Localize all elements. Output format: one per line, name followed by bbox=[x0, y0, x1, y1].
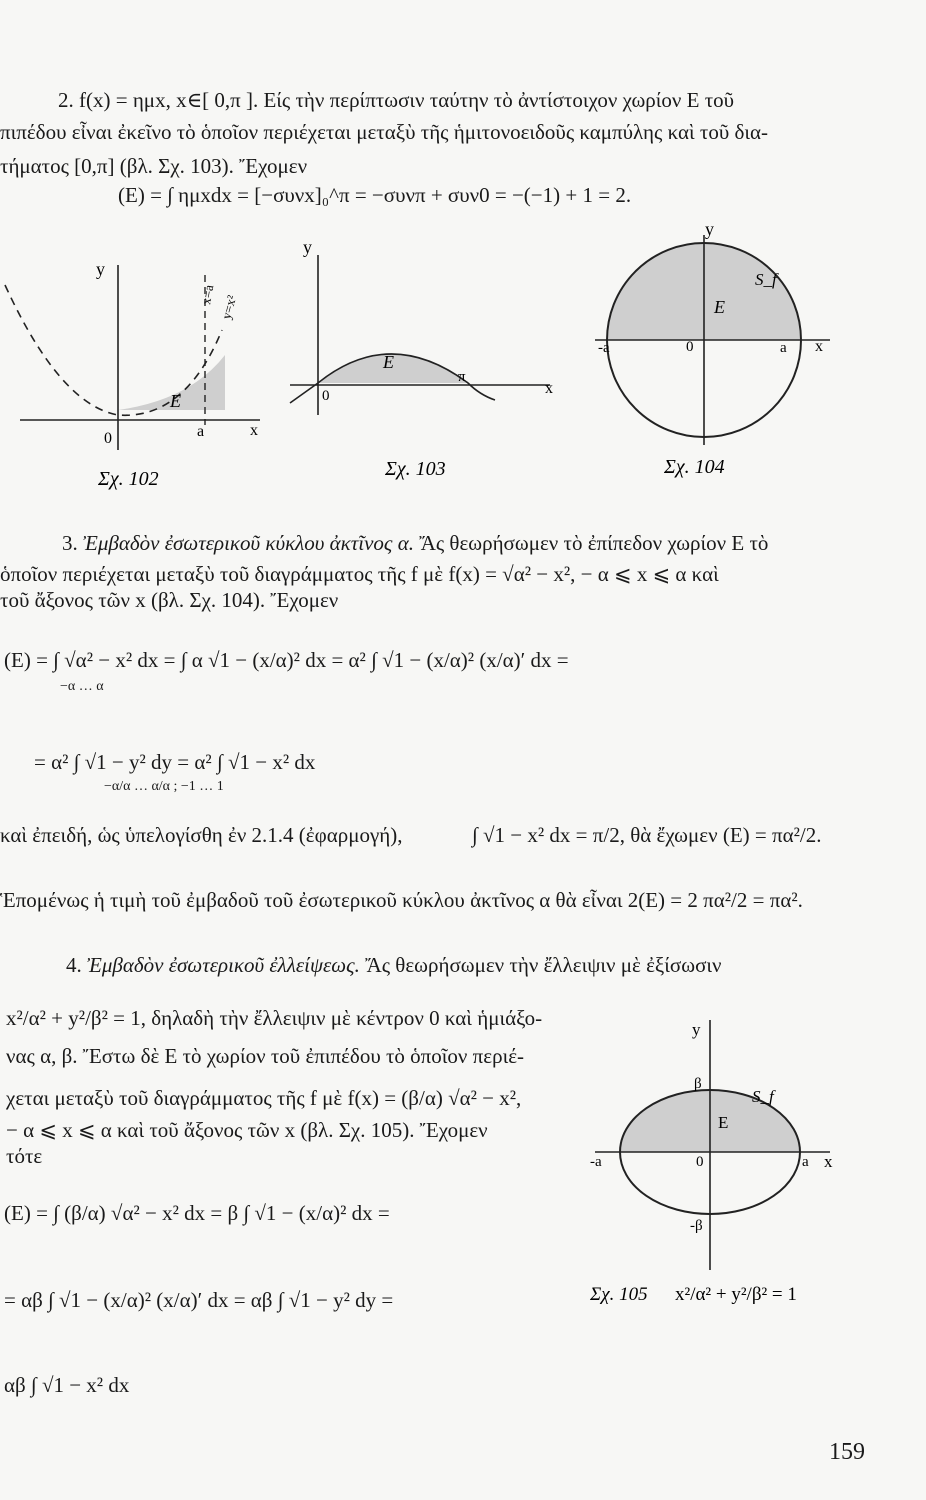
s4-line4: χεται μεταξὺ τοῦ διαγράμματος τῆς f μὲ f(x) = (β/α) √α² − x², bbox=[6, 1086, 522, 1110]
s3-heading bbox=[62, 533, 768, 554]
s3-eq1: (E) = ∫ √α² − x² dx = ∫ α √1 − (x/α)² dx = α² ∫ √1 − (x/α)² (x/α)′ dx = bbox=[4, 648, 569, 672]
s2-line3: τήματος [0,π] (βλ. Σχ. 103). Ἔχομεν bbox=[0, 154, 308, 178]
fig105-neg-a-label: -a bbox=[590, 1154, 602, 1170]
s2-equation: (E) = ∫ ημxdx = [−συνx]₀^π = −συνπ + συν0 = −(−1) + 1 = 2. bbox=[118, 183, 632, 207]
s3-since-line: καὶ ἐπειδή, ὡς ὑπελογίσθη ἐν 2.1.4 (ἐφαρμογή), bbox=[0, 823, 403, 847]
fig104-a-label: a bbox=[780, 340, 787, 356]
s4-line6: τότε bbox=[6, 1144, 43, 1168]
s4-line5: − α ⩽ x ⩽ α καὶ τοῦ ἄξονος τῶν x (βλ. Σχ. 105). Ἔχομεν bbox=[6, 1118, 488, 1142]
fig102-line-label: x=a bbox=[198, 283, 217, 306]
fig105-b-label: β bbox=[694, 1076, 702, 1092]
s4-line2: x²/α² + y²/β² = 1, δηλαδὴ τὴν ἔλλειψιν μὲ κέντρον 0 καὶ ἡμιάξο- bbox=[6, 1006, 543, 1030]
figure-102 bbox=[5, 259, 260, 490]
figure-103 bbox=[290, 237, 553, 480]
s4-eq1: (E) = ∫ (β/α) √α² − x² dx = β ∫ √1 − (x/α)² dx = bbox=[4, 1201, 390, 1225]
fig105-y-label: y bbox=[692, 1020, 701, 1039]
fig102-area-label: E bbox=[170, 391, 181, 411]
fig103-area-label: E bbox=[383, 352, 394, 372]
fig104-sf-label: S_f bbox=[755, 270, 777, 289]
fig103-x-label: x bbox=[545, 380, 553, 397]
s4-eq2: = αβ ∫ √1 − (x/α)² (x/α)′ dx = αβ ∫ √1 − y² dy = bbox=[4, 1288, 394, 1312]
fig102-caption: Σχ. 102 bbox=[98, 468, 159, 490]
s4-line1-rest: Ἄς θεωρήσωμεν τὴν ἔλλειψιν μὲ ἐξίσωσιν bbox=[365, 953, 722, 977]
s3-eq1-limits: −α … α bbox=[60, 679, 104, 694]
s4-heading-title: Ἐμβαδὸν ἐσωτερικοῦ ἐλλείψεως. bbox=[87, 953, 360, 977]
fig102-a-label: a bbox=[197, 423, 205, 440]
fig102-origin: 0 bbox=[104, 430, 112, 447]
fig105-caption: Σχ. 105 bbox=[590, 1284, 648, 1305]
fig103-y-label: y bbox=[303, 237, 312, 257]
fig104-x-label: x bbox=[815, 338, 823, 355]
fig105-area-label: E bbox=[718, 1113, 729, 1132]
fig103-caption: Σχ. 103 bbox=[385, 458, 446, 480]
fig104-caption: Σχ. 104 bbox=[664, 456, 725, 478]
s3-line3: τοῦ ἄξονος τῶν x (βλ. Σχ. 104). Ἔχομεν bbox=[0, 588, 339, 612]
s4-heading-number: 4. bbox=[66, 953, 82, 977]
fig104-neg-a-label: -a bbox=[598, 340, 610, 356]
figures-row bbox=[0, 219, 926, 500]
fig102-curve-label: y=x² bbox=[218, 293, 240, 321]
s3-eq2: = α² ∫ √1 − y² dy = α² ∫ √1 − x² dx bbox=[34, 750, 316, 774]
fig104-area-label: E bbox=[714, 297, 725, 317]
fig105-sf-label: S_f bbox=[752, 1087, 774, 1106]
fig105-equation: x²/α² + y²/β² = 1 bbox=[675, 1284, 797, 1305]
s3-eq2-limits: −α/α … α/α ; −1 … 1 bbox=[104, 779, 224, 794]
fig105-x-label: x bbox=[824, 1152, 833, 1171]
s3-heading-title: Ἐμβαδὸν ἐσωτερικοῦ κύκλου ἀκτῖνος α. bbox=[83, 531, 414, 555]
fig103-origin: 0 bbox=[322, 388, 330, 404]
s3-heading-number: 3. bbox=[62, 531, 78, 555]
page-number: 159 bbox=[829, 1439, 865, 1465]
fig105-a-label: a bbox=[802, 1154, 809, 1170]
fig104-y-label: y bbox=[705, 219, 714, 239]
s3-line2: ὁποῖον περιέχεται μεταξὺ τοῦ διαγράμματος τῆς f μὲ f(x) = √α² − x², − α ⩽ x ⩽ α καὶ bbox=[0, 562, 719, 586]
figure-104 bbox=[595, 219, 830, 478]
s4-line3: νας α, β. Ἔστω δὲ Ε τὸ χωρίον τοῦ ἐπιπέδου τὸ ὁποῖον περιέ- bbox=[6, 1044, 525, 1068]
fig105-neg-b-label: -β bbox=[690, 1218, 703, 1234]
fig104-origin: 0 bbox=[686, 339, 694, 355]
s2-line1: 2. f(x) = ημx, x∈[ 0,π ]. Είς τὴν περίπτωσιν ταύτην τὸ ἀντίστοιχον χωρίον Ε τοῦ bbox=[58, 88, 735, 112]
s3-final-line: Ἑπομένως ἡ τιμὴ τοῦ ἐμβαδοῦ τοῦ ἐσωτερικοῦ κύκλου ἀκτῖνος α θὰ εἶναι 2(E) = 2 πα²/2 = πα². bbox=[0, 888, 803, 912]
fig105-origin: 0 bbox=[696, 1154, 704, 1170]
s3-eq3: ∫ √1 − x² dx = π/2, θὰ ἔχωμεν (E) = πα²/2. bbox=[472, 823, 822, 847]
s4-heading bbox=[66, 955, 722, 976]
figure-105 bbox=[590, 1020, 926, 1320]
fig102-x-label: x bbox=[250, 422, 258, 439]
s4-eq3: αβ ∫ √1 − x² dx bbox=[4, 1373, 130, 1397]
fig102-y-label: y bbox=[96, 259, 105, 279]
s2-line2: πιπέδου εἶναι ἐκεῖνο τὸ ὁποῖον περιέχεται μεταξὺ τῆς ἡμιτονοειδοῦς καμπύλης καὶ τοῦ δια- bbox=[0, 120, 769, 144]
fig103-pi-label: π bbox=[458, 369, 466, 385]
s3-line1-rest: Ἄς θεωρήσωμεν τὸ ἐπίπεδον χωρίον Ε τὸ bbox=[419, 531, 769, 555]
